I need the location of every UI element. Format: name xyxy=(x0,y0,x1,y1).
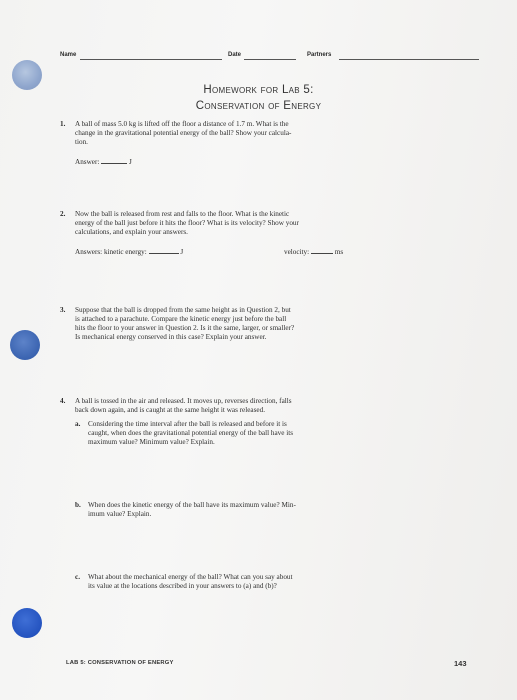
question-4a-line-2: caught, when does the gravitational potential energy of the ball have its xyxy=(88,429,294,437)
date-field[interactable] xyxy=(244,59,296,60)
question-3-text xyxy=(75,306,385,342)
kinetic-energy-unit: J xyxy=(180,248,184,256)
kinetic-energy-blank[interactable] xyxy=(149,246,179,254)
question-4b-text xyxy=(88,501,388,519)
binder-hole-middle xyxy=(10,330,40,360)
question-2-number: 2. xyxy=(60,210,66,218)
question-4b-line-1: When does the kinetic energy of the ball have its maximum value? Min- xyxy=(88,501,296,509)
velocity-unit: ms xyxy=(334,248,344,256)
question-2-text xyxy=(75,210,385,237)
page-subtitle: Conservation of Energy xyxy=(195,100,322,112)
question-1-line-1: A ball of mass 5.0 kg is lifted off the floor a distance of 1.7 m. What is the xyxy=(75,120,289,128)
question-2-line-2: energy of the ball just before it hits the floor? What is its velocity? Show your xyxy=(75,219,299,227)
footer-page-number: 143 xyxy=(454,659,467,668)
question-1-line-3: tion. xyxy=(75,138,88,146)
question-4c-line-2: its value at the locations described in your answers to (a) and (b)? xyxy=(88,582,277,590)
question-1-text xyxy=(75,120,375,147)
question-3-number: 3. xyxy=(60,306,66,314)
question-3-line-4: Is mechanical energy conserved in this case? Explain your answer. xyxy=(75,333,267,341)
question-4c-letter: c. xyxy=(75,573,80,581)
answer-unit: J xyxy=(128,158,132,166)
question-2-velocity-answer xyxy=(284,246,343,256)
velocity-blank[interactable] xyxy=(311,246,333,254)
question-1-line-2: change in the gravitational potential energy of the ball? Show your calcula- xyxy=(75,129,292,137)
question-4a-line-1: Considering the time interval after the ball is released and before it is xyxy=(88,420,287,428)
partners-label: Partners xyxy=(307,52,332,58)
answer-label: Answer: xyxy=(75,158,100,166)
name-field[interactable] xyxy=(80,59,222,60)
question-4a-line-3: maximum value? Minimum value? Explain. xyxy=(88,438,215,446)
question-3-line-1: Suppose that the ball is dropped from the same height as in Question 2, but xyxy=(75,306,291,314)
question-3-line-2: is attached to a parachute. Compare the kinetic energy just before the ball xyxy=(75,315,287,323)
question-4-line-1: A ball is tossed in the air and released. It moves up, reverses direction, falls xyxy=(75,397,292,405)
question-4c-text xyxy=(88,573,388,591)
partners-field[interactable] xyxy=(339,59,479,60)
question-4c-line-1: What about the mechanical energy of the ball? What can you say about xyxy=(88,573,293,581)
question-3-line-3: hits the floor to your answer in Question 2. Is it the same, larger, or smaller? xyxy=(75,324,295,332)
answer-blank[interactable] xyxy=(101,156,127,164)
binder-hole-bottom xyxy=(12,608,42,638)
question-2-line-3: calculations, and explain your answers. xyxy=(75,228,188,236)
question-4-text xyxy=(75,397,385,415)
question-4b-line-2: imum value? Explain. xyxy=(88,510,152,518)
question-2-kinetic-answer xyxy=(75,246,183,256)
question-4-line-2: back down again, and is caught at the same height it was released. xyxy=(75,406,266,414)
question-1-number: 1. xyxy=(60,120,66,128)
question-4a-letter: a. xyxy=(75,420,81,428)
question-4b-letter: b. xyxy=(75,501,81,509)
velocity-label: velocity: xyxy=(284,248,310,256)
page-title: Homework for Lab 5: xyxy=(203,84,314,96)
kinetic-energy-label: Answers: kinetic energy: xyxy=(75,248,147,256)
date-label: Date xyxy=(228,52,242,58)
question-2-line-1: Now the ball is released from rest and falls to the floor. What is the kinetic xyxy=(75,210,290,218)
header-fields xyxy=(60,52,480,64)
name-label: Name xyxy=(60,52,77,58)
question-1-answer xyxy=(75,156,132,166)
footer-lab-title: LAB 5: CONSERVATION OF ENERGY xyxy=(66,660,174,666)
question-4a-text xyxy=(88,420,388,447)
question-4-number: 4. xyxy=(60,397,66,405)
